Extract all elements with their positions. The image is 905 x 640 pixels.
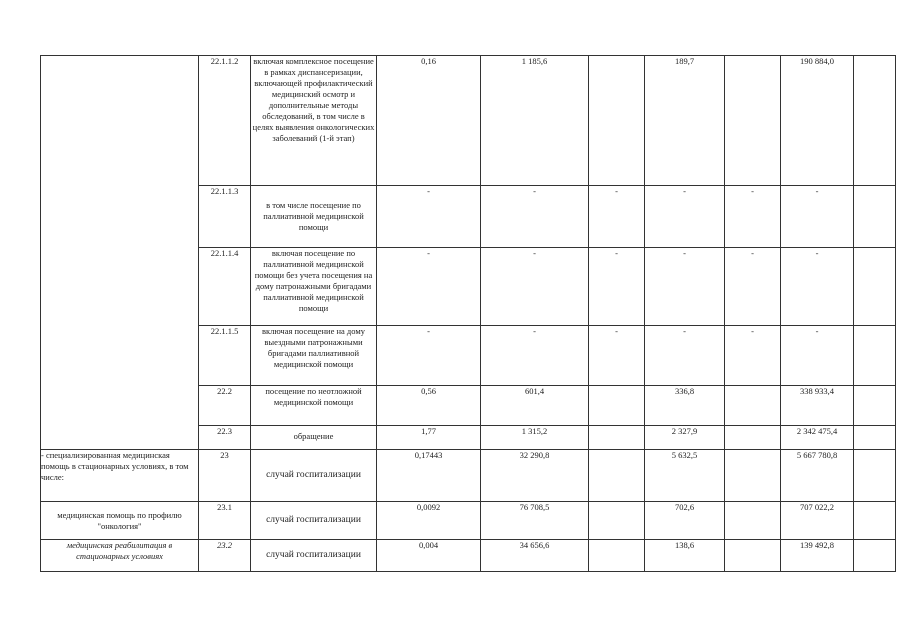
row-code: 23: [199, 450, 251, 502]
value-cell: -: [781, 248, 854, 326]
value-cell: 1 185,6: [481, 56, 589, 186]
value-cell: 338 933,4: [781, 386, 854, 426]
value-cell: 76 708,5: [481, 502, 589, 540]
value-cell: -: [481, 248, 589, 326]
value-cell: -: [481, 326, 589, 386]
value-cell: 190 884,0: [781, 56, 854, 186]
data-table: [40, 55, 896, 572]
value-cell: 0,17443: [377, 450, 481, 502]
value-cell: 189,7: [645, 56, 725, 186]
category-cell: - специализированная медицинская помощь в стационарных условиях, в том числе:: [41, 450, 199, 502]
value-cell: -: [377, 248, 481, 326]
empty-cell: [854, 248, 896, 326]
value-cell: [725, 502, 781, 540]
value-cell: [725, 450, 781, 502]
value-cell: [725, 426, 781, 450]
table-row: [41, 56, 896, 186]
value-cell: 139 492,8: [781, 540, 854, 572]
value-cell: -: [589, 326, 645, 386]
table-row: [41, 502, 896, 540]
empty-cell: [854, 386, 896, 426]
empty-cell: [854, 326, 896, 386]
value-cell: 34 656,6: [481, 540, 589, 572]
value-cell: [725, 56, 781, 186]
row-code: 22.3: [199, 426, 251, 450]
value-cell: -: [725, 186, 781, 248]
value-cell: -: [589, 186, 645, 248]
row-code: 22.1.1.5: [199, 326, 251, 386]
value-cell: -: [645, 248, 725, 326]
value-cell: 1,77: [377, 426, 481, 450]
value-cell: [589, 540, 645, 572]
value-cell: 5 632,5: [645, 450, 725, 502]
value-cell: -: [481, 186, 589, 248]
value-cell: -: [589, 248, 645, 326]
empty-cell: [854, 186, 896, 248]
value-cell: 0,0092: [377, 502, 481, 540]
value-cell: -: [725, 326, 781, 386]
value-cell: 0,16: [377, 56, 481, 186]
row-name: в том числе посещение по паллиативной медицинской помощи: [251, 186, 377, 248]
row-name: включая комплексное посещение в рамках диспансеризации, включающей профилактический медицинский осмотр и дополнительные методы обследований, в том числе в целях выявления онкологических заболеваний (1-й этап): [251, 56, 377, 186]
row-code: 22.1.1.2: [199, 56, 251, 186]
value-cell: -: [645, 186, 725, 248]
value-cell: 138,6: [645, 540, 725, 572]
value-cell: -: [781, 326, 854, 386]
value-cell: 707 022,2: [781, 502, 854, 540]
empty-cell: [854, 426, 896, 450]
empty-cell: [854, 502, 896, 540]
value-cell: [589, 56, 645, 186]
value-cell: 2 327,9: [645, 426, 725, 450]
value-cell: 32 290,8: [481, 450, 589, 502]
empty-cell: [854, 56, 896, 186]
row-code: 22.1.1.4: [199, 248, 251, 326]
table-row: [41, 450, 896, 502]
row-code: 23.1: [199, 502, 251, 540]
value-cell: [589, 502, 645, 540]
row-name: включая посещение на дому выездными патронажными бригадами паллиативной медицинской помощи: [251, 326, 377, 386]
category-cell: медицинская помощь по профилю "онкология": [41, 502, 199, 540]
category-cell-empty: [41, 56, 199, 450]
row-code: 22.1.1.3: [199, 186, 251, 248]
row-name: случай госпитализации: [251, 540, 377, 572]
value-cell: 1 315,2: [481, 426, 589, 450]
row-name: обращение: [251, 426, 377, 450]
value-cell: [725, 386, 781, 426]
row-name: случай госпитализации: [251, 450, 377, 502]
value-cell: -: [645, 326, 725, 386]
value-cell: -: [377, 186, 481, 248]
value-cell: [725, 540, 781, 572]
value-cell: -: [725, 248, 781, 326]
value-cell: 601,4: [481, 386, 589, 426]
empty-cell: [854, 540, 896, 572]
value-cell: [589, 386, 645, 426]
row-name: включая посещение по паллиативной медицинской помощи без учета посещения на дому патронажными бригадами паллиативной медицинской помощи: [251, 248, 377, 326]
category-cell: медицинская реабилитация в стационарных условиях: [41, 540, 199, 572]
value-cell: [589, 450, 645, 502]
value-cell: 336,8: [645, 386, 725, 426]
value-cell: [589, 426, 645, 450]
value-cell: 2 342 475,4: [781, 426, 854, 450]
row-code: 23.2: [199, 540, 251, 572]
value-cell: -: [377, 326, 481, 386]
row-name: случай госпитализации: [251, 502, 377, 540]
value-cell: 5 667 780,8: [781, 450, 854, 502]
row-name: посещение по неотложной медицинской помощи: [251, 386, 377, 426]
value-cell: 702,6: [645, 502, 725, 540]
value-cell: -: [781, 186, 854, 248]
empty-cell: [854, 450, 896, 502]
table-row: [41, 540, 896, 572]
value-cell: 0,004: [377, 540, 481, 572]
value-cell: 0,56: [377, 386, 481, 426]
row-code: 22.2: [199, 386, 251, 426]
